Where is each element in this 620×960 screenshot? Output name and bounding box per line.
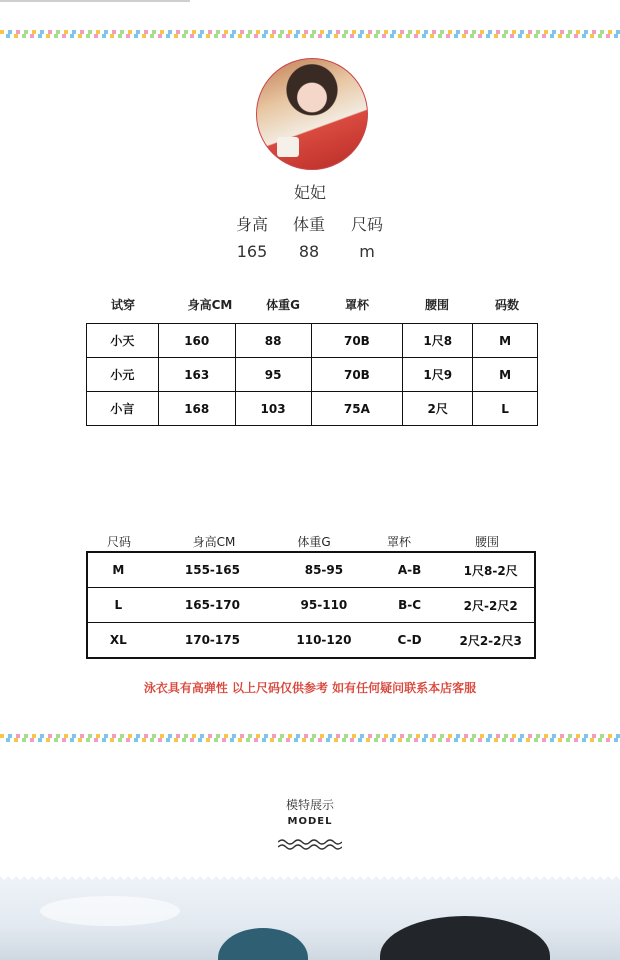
table-cell: 85-95 [276, 552, 372, 588]
model-photo [0, 876, 620, 960]
table-cell: L [473, 392, 538, 426]
header-cell: 尺码 [106, 535, 131, 549]
header-cell: 身高CM [192, 535, 236, 549]
header-cell: 腰围 [474, 535, 499, 549]
stat-value-size: m [359, 242, 375, 261]
table-cell: M [473, 324, 538, 358]
table-cell: 168 [158, 392, 235, 426]
table-cell: 1尺8 [403, 324, 473, 358]
model-avatar [256, 58, 368, 170]
stat-label-height: 身高 [235, 215, 268, 234]
table-row [87, 552, 535, 588]
table-cell: 165-170 [149, 588, 276, 623]
section-title-en: MODEL [287, 816, 333, 827]
table-cell: XL [87, 623, 149, 659]
table-cell: 155-165 [149, 552, 276, 588]
fitting-table [86, 323, 538, 426]
header-cell: 试穿 [110, 298, 135, 312]
table-row [87, 358, 538, 392]
table-cell: 103 [235, 392, 311, 426]
table-cell: 小天 [87, 324, 159, 358]
table-row [87, 392, 538, 426]
header-cell: 罩杯 [386, 535, 411, 549]
table-cell: 2尺 [403, 392, 473, 426]
table-cell: 1尺9 [403, 358, 473, 392]
table-cell: 95-110 [276, 588, 372, 623]
size-disclaimer-note: 泳衣具有高弹性 以上尺码仅供参考 如有任何疑问联系本店客服 [143, 681, 477, 695]
stat-label-weight: 体重 [292, 215, 325, 234]
table-cell: 70B [311, 358, 403, 392]
stat-label-size: 尺码 [350, 215, 383, 234]
table-cell: A-B [372, 552, 448, 588]
size-table [86, 551, 536, 659]
stat-value-height: 165 [236, 242, 268, 261]
table-row [87, 324, 538, 358]
table-cell: 88 [235, 324, 311, 358]
model-name: 妃妃 [293, 183, 326, 202]
section-title-cn: 模特展示 [285, 798, 334, 812]
table-cell: 160 [158, 324, 235, 358]
wave-divider-icon [278, 838, 342, 850]
table-cell: C-D [372, 623, 448, 659]
table-cell: 75A [311, 392, 403, 426]
table-cell: 2尺2-2尺3 [447, 623, 535, 659]
stat-value-weight: 88 [298, 242, 320, 261]
table-cell: 小言 [87, 392, 159, 426]
table-row [87, 588, 535, 623]
header-cell: 码数 [494, 298, 519, 312]
table-cell: 110-120 [276, 623, 372, 659]
confetti-divider-bottom [0, 734, 620, 742]
table-cell: 95 [235, 358, 311, 392]
header-cell: 体重G [266, 298, 300, 312]
table-cell: 2尺-2尺2 [447, 588, 535, 623]
header-cell: 身高CM [187, 298, 233, 312]
confetti-divider-top [0, 30, 620, 38]
table-cell: L [87, 588, 149, 623]
top-divider-line [0, 0, 190, 2]
table-cell: M [473, 358, 538, 392]
table-cell: 70B [311, 324, 403, 358]
table-cell: 1尺8-2尺 [447, 552, 535, 588]
table-cell: 170-175 [149, 623, 276, 659]
table-cell: 小元 [87, 358, 159, 392]
table-row [87, 623, 535, 659]
table-cell: B-C [372, 588, 448, 623]
table-cell: 163 [158, 358, 235, 392]
header-cell: 腰围 [424, 298, 449, 312]
header-cell: 体重G [297, 535, 331, 549]
header-cell: 罩杯 [344, 298, 369, 312]
table-cell: M [87, 552, 149, 588]
